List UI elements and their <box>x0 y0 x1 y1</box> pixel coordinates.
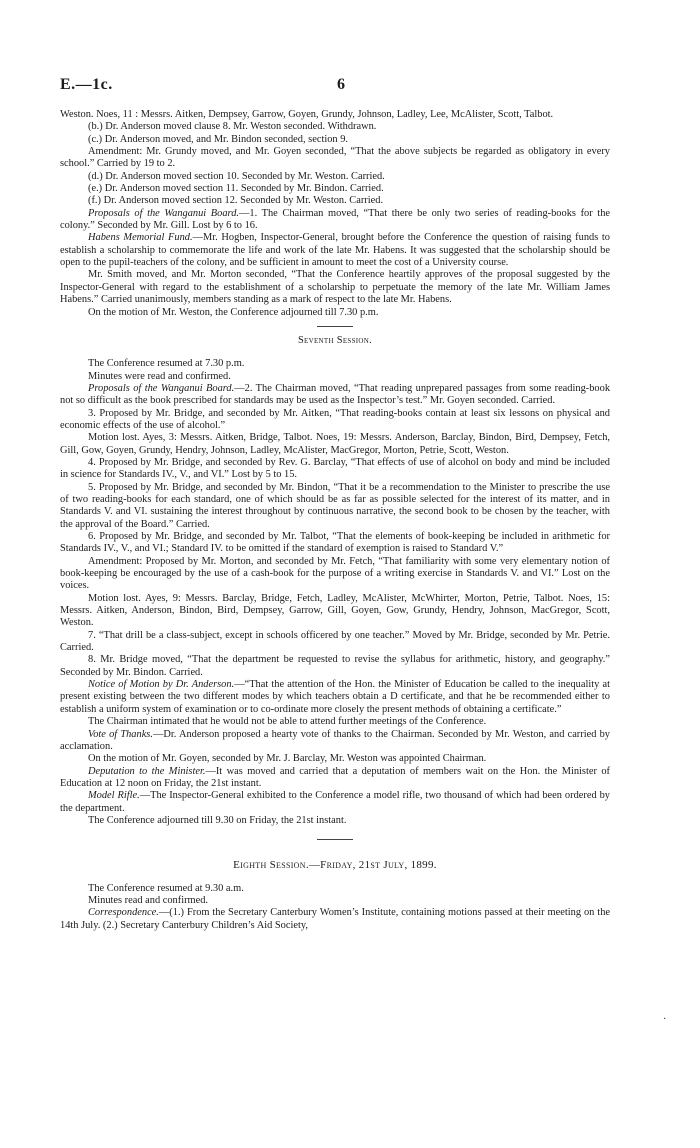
paragraph-lead: Proposals of the Wanganui Board. <box>88 207 239 219</box>
paragraph-text: The Conference resumed at 9.30 a.m. <box>88 882 244 894</box>
paragraph-s8 <box>60 531 610 556</box>
paragraph-s18 <box>60 790 610 815</box>
paragraph-p5 <box>60 171 610 183</box>
paragraph-text: —2. The Chairman moved, “That reading unprepared passages from some reading-book not so difficult as the book prescribed for standards may be used as the Inspector’s test.” Mr. Goyen seconded. Carried. <box>60 382 611 407</box>
paragraph-text: 4. Proposed by Mr. Bridge, and seconded by Rev. G. Barclay, “That effects of use of alcohol on body and mind be included in science for Standards IV., V., and VI.” Lost by 5 to 15. <box>60 456 610 481</box>
paragraph-text: —“That the attention of the Hon. the Minister of Education be called to the inequality at present existing between the two different modes by which teachers obtain a D certificate, and that he be recommended either to establish a uniform system of examination or to co-ordinate more closely the present methods of obtaining a certificate.” <box>60 679 611 715</box>
section-divider <box>317 839 353 840</box>
paragraph-text: 3. Proposed by Mr. Bridge, and seconded by Mr. Aitken, “That reading-books contain at least six lessons on physical and economic effects of the use of alcohol.” <box>60 407 610 431</box>
paragraph-text: —It was moved and carried that a deputation of members wait on the Hon. the Minister of Education at 12 noon on Friday, the 21st instant. <box>60 765 611 789</box>
paragraph-text: Motion lost. Ayes, 9: Messrs. Barclay, Bridge, Fetch, Ladley, McAlister, McWhirter, Morton, Petrie, Talbot. Noes, 15: Messrs. Aitken, Anderson, Bindon, Bird, Dempsey, Garrow, Gill, Goyen, Gow, Grundy, Hendry, Johnson, MacGregor, Scott, Weston. <box>60 592 610 629</box>
paragraph-s13 <box>60 679 610 716</box>
paragraph-text: The Conference resumed at 7.30 p.m. <box>88 358 245 370</box>
paragraph-text: The Conference adjourned till 9.30 on Friday, the 21st instant. <box>88 814 347 826</box>
eighth-session-heading: Eighth Session.—Friday, 21st July, 1899. <box>233 859 437 872</box>
paragraph-e2 <box>60 895 610 907</box>
paragraph-text: 6. Proposed by Mr. Bridge, and seconded by Mr. Talbot, “That the elements of book-keeping be included in arithmetic for Standards IV., V., and VI.; Standard IV. to be omitted if the standard of exemption is raised to Standard V.” <box>60 531 610 555</box>
paragraph-p9 <box>60 232 610 269</box>
paragraph-e3 <box>60 907 610 932</box>
paragraph-lead: Habens Memorial Fund. <box>88 232 193 244</box>
paragraph-p6 <box>60 183 610 195</box>
paragraph-s10 <box>60 593 610 630</box>
paragraph-text: On the motion of Mr. Goyen, seconded by Mr. J. Barclay, Mr. Weston was appointed Chairman. <box>88 753 487 765</box>
paragraph-p7 <box>60 195 610 207</box>
paragraph-lead: Deputation to the Minister. <box>88 765 206 777</box>
section-divider <box>317 326 353 327</box>
paragraph-lead: Notice of Motion by Dr. Anderson. <box>88 679 235 691</box>
paragraph-text: (d.) Dr. Anderson moved section 10. Seconded by Mr. Weston. Carried. <box>88 170 385 182</box>
margin-mark: · <box>663 1014 667 1025</box>
document-reference: E.—1c. <box>60 76 113 93</box>
paragraph-lead: Correspondence. <box>88 907 159 919</box>
paragraph-s1 <box>60 358 610 370</box>
paragraph-s3 <box>60 383 610 408</box>
paragraph-p8 <box>60 208 610 233</box>
paragraph-s7 <box>60 482 610 531</box>
paragraph-text: The Chairman intimated that he would not be able to attend further meetings of the Conference. <box>88 716 487 728</box>
paragraph-text: —The Inspector-General exhibited to the Conference a model rifle, two thousand of which had been ordered by the department. <box>60 790 610 814</box>
paragraph-lead: Proposals of the Wanganui Board. <box>88 382 235 394</box>
eighth-session-body <box>60 883 610 932</box>
paragraph-p1 <box>60 109 610 121</box>
paragraph-s12 <box>60 654 610 679</box>
seventh-session-heading: Seventh Session. <box>297 334 373 346</box>
paragraph-e1 <box>60 883 610 895</box>
paragraph-s9 <box>60 556 610 593</box>
paragraph-text: Mr. Smith moved, and Mr. Morton seconded, “That the Conference heartily approves of the proposal suggested by the Inspector-General with regard to the establishment of a scholarship to perpetuate the memory of the late Mr. William James Habens.” Carried unanimously, members standing as a mark of respect to the late Mr. Habens. <box>60 269 610 306</box>
document-body <box>60 109 610 932</box>
paragraph-s11 <box>60 630 610 655</box>
paragraph-text: Minutes read and confirmed. <box>88 894 209 906</box>
paragraph-p10 <box>60 269 610 306</box>
paragraph-p11 <box>60 307 610 319</box>
paragraph-s17 <box>60 766 610 791</box>
paragraph-text: Minutes were read and confirmed. <box>88 370 231 382</box>
paragraph-text: Motion lost. Ayes, 3: Messrs. Aitken, Bridge, Talbot. Noes, 19: Messrs. Anderson, Barclay, Bindon, Bird, Dempsey, Fetch, Gill, Gow, Goyen, Grundy, Hendry, Johnson, Ladley, McAlister, MacGregor, Morton, Petrie, Scott, Weston. <box>60 432 610 456</box>
paragraph-s4 <box>60 408 610 433</box>
paragraph-p2 <box>60 121 610 133</box>
seventh-session-body <box>60 358 610 827</box>
paragraph-p3 <box>60 134 610 146</box>
paragraph-s16 <box>60 753 610 765</box>
paragraph-lead: Model Rifle. <box>88 790 140 802</box>
paragraph-s19 <box>60 815 610 827</box>
paragraph-text: (f.) Dr. Anderson moved section 12. Seconded by Mr. Weston. Carried. <box>88 195 384 207</box>
paragraph-text: On the motion of Mr. Weston, the Conference adjourned till 7.30 p.m. <box>88 306 379 318</box>
paragraph-text: 5. Proposed by Mr. Bridge, and seconded by Mr. Bindon, “That it be a recommendation to the Minister to prescribe the use of two reading-books for each standard, one of which should be as far as possible selected for the interest of its matter, and in Standards V. and VI. sustaining the interest throughout by continuous narrative, the second book to be chosen by the teacher, with the approval of the Board.” Carried. <box>60 481 610 530</box>
paragraph-text: (b.) Dr. Anderson moved clause 8. Mr. Weston seconded. Withdrawn. <box>88 121 377 133</box>
page-number: 6 <box>337 76 345 93</box>
paragraph-text: —(1.) From the Secretary Canterbury Women’s Institute, containing motions passed at their meeting on the 14th July. (2.) Secretary Canterbury Children’s Aid Society, <box>60 907 610 931</box>
paragraph-s6 <box>60 457 610 482</box>
paragraph-text: —1. The Chairman moved, “That there be only two series of reading-books for the colony.” Seconded by Mr. Gill. Lost by 6 to 16. <box>60 207 611 232</box>
paragraph-text: 7. “That drill be a class-subject, except in schools officered by one teacher.” Moved by Mr. Bridge, seconded by Mr. Petrie. Carried. <box>60 629 610 654</box>
paragraph-text: (e.) Dr. Anderson moved section 11. Seconded by Mr. Bindon. Carried. <box>88 183 384 195</box>
paragraph-text: Weston. Noes, 11 : Messrs. Aitken, Dempsey, Garrow, Goyen, Grundy, Johnson, Ladley, Lee, McAlister, Scott, Talbot. <box>60 109 554 120</box>
paragraph-text: Amendment: Mr. Grundy moved, and Mr. Goyen seconded, “That the above subjects be regarded as obligatory in every school.” Carried by 19 to 2. <box>60 146 610 170</box>
paragraph-text: —Mr. Hogben, Inspector-General, brought before the Conference the question of raising funds to establish a scholarship to commemorate the life and work of the late Mr. Habens. It was suggested that the scholarship should be open to the pupil-teachers of the colony, and be sufficient in amount to meet the cost of a University course. <box>60 232 611 269</box>
paragraph-s2 <box>60 371 610 383</box>
sixth-session-continuation <box>60 109 610 319</box>
paragraph-p4 <box>60 146 610 171</box>
paragraph-s15 <box>60 729 610 754</box>
paragraph-text: —Dr. Anderson proposed a hearty vote of thanks to the Chairman. Seconded by Mr. Weston, and carried by acclamation. <box>60 728 610 752</box>
paragraph-s5 <box>60 432 610 457</box>
paragraph-lead: Vote of Thanks. <box>88 728 153 740</box>
paragraph-text: 8. Mr. Bridge moved, “That the department be requested to revise the syllabus for arithmetic, history, and geography.” Seconded by Mr. Bindon. Carried. <box>60 654 610 678</box>
paragraph-text: Amendment: Proposed by Mr. Morton, and seconded by Mr. Fetch, “That familiarity with some very elementary notion of book-keeping be encouraged by the use of a cash-book for the purpose of a writing exercise in Standards V. and VI.” Lost on the voices. <box>60 555 610 592</box>
paragraph-text: (c.) Dr. Anderson moved, and Mr. Bindon seconded, section 9. <box>88 133 349 145</box>
paragraph-s14 <box>60 716 610 728</box>
